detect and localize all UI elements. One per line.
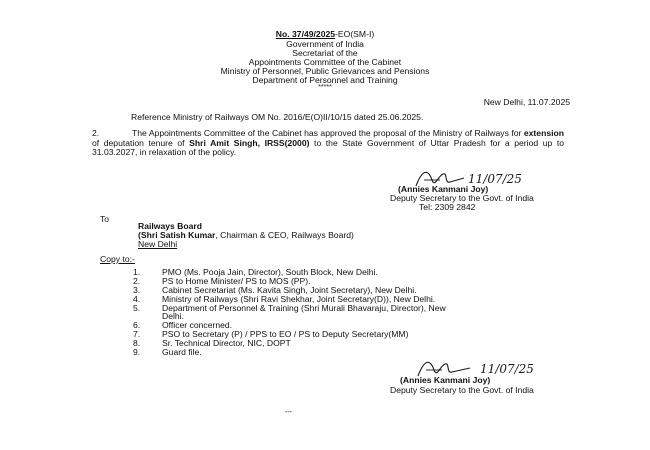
para-number: 2. <box>92 128 100 138</box>
file-number: No. 37/49/2025-EO(SM-I) <box>275 29 375 39</box>
copy-to-label: Copy to:- <box>100 254 135 264</box>
signatory-name-1: (Annies Kanmani Joy) <box>398 184 489 194</box>
approval-paragraph: The Appointments Committee of the Cabinet has approved the proposal of the Ministry of Railways for extension of deputation tenure of Shri Amit Singh, IRSS(2000) to the State Government of Uttar Pradesh for a period up to 31.03.2027, in relaxation of the policy. <box>92 128 564 157</box>
signature-2-date: 11/07/25 <box>480 362 534 376</box>
addressee: Railways Board <box>138 221 202 231</box>
place-date: New Delhi, 11.07.2025 <box>483 97 570 107</box>
header-line-5: Department of Personnel and Training <box>252 75 398 85</box>
header-line-4: Ministry of Personnel, Public Grievances and Pensions <box>220 66 430 76</box>
signatory-name-2: (Annies Kanmani Joy) <box>400 375 491 385</box>
header-line-2: Secretariat of the <box>292 48 358 58</box>
header-stars: ***** <box>318 84 332 91</box>
signature-1-date: 11/07/25 <box>468 172 522 186</box>
to-label: To <box>100 214 110 224</box>
signatory-designation-1: Deputy Secretary to the Govt. of India <box>390 193 534 203</box>
signatory-designation-2: Deputy Secretary to the Govt. of India <box>390 385 534 395</box>
header-line-3: Appointments Committee of the Cabinet <box>248 57 402 67</box>
footer-mark: --- <box>285 409 292 416</box>
addressee-attention: (Shri Satish Kumar, Chairman & CEO, Railways Board) <box>138 230 354 240</box>
addressee-city: New Delhi <box>138 239 178 249</box>
header-line-1: Government of India <box>286 39 364 49</box>
signatory-tel: Tel: 2309 2842 <box>419 202 476 212</box>
reference-line: Reference Ministry of Railways OM No. 2016/E(O)II/10/15 dated 25.06.2025. <box>131 112 424 122</box>
